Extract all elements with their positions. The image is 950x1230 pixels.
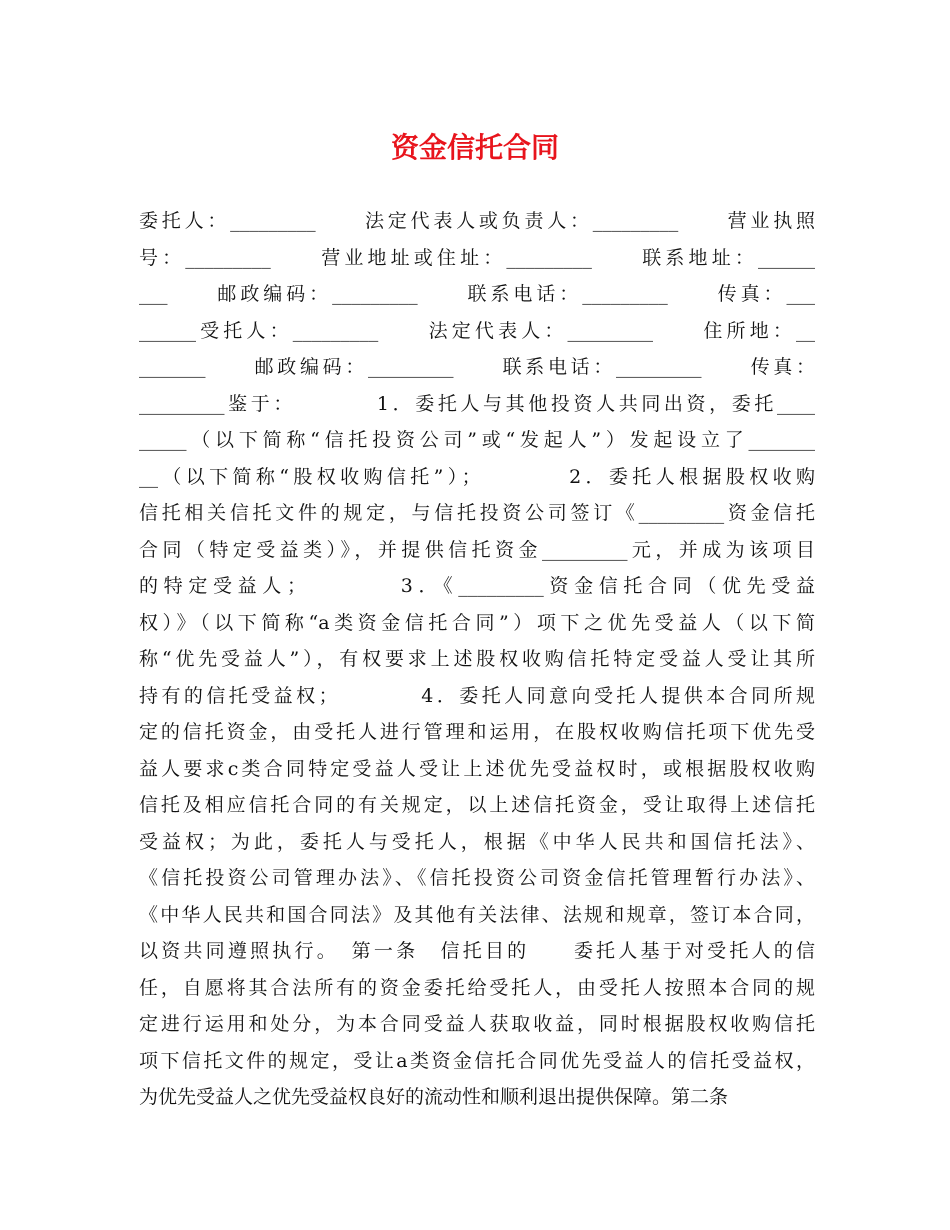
text-line: 为优先受益人之优先受益权良好的流动性和顺利退出提供保障。第二条 xyxy=(139,1086,729,1108)
text-line: 受益权；为此，委托人与受托人，根据《中华人民共和国信托法》、 xyxy=(139,830,815,853)
text-line: _________鉴于： 1．委托人与其他投资人共同出资，委托____ xyxy=(139,392,815,415)
text-line: __（以下简称“股权收购信托”）； 2．委托人根据股权收购 xyxy=(139,465,815,488)
text-line: 委托人：_________ 法定代表人或负责人：_________ 营业执照 xyxy=(139,210,815,232)
text-line: 权）》（以下简称“a类资金信托合同”）项下之优先受益人（以下简 xyxy=(139,611,815,634)
text-line: _______ 邮政编码：_________ 联系电话：_________ 传真： xyxy=(139,356,815,378)
text-line: ______受托人：_________ 法定代表人：_________ 住所地：__ xyxy=(139,319,815,342)
document-title: 资金信托合同 xyxy=(390,131,559,164)
text-line: 持有的信托受益权； 4．委托人同意向受托人提供本合同所规 xyxy=(139,684,815,707)
text-line: 的特定受益人； 3．《_________资金信托合同（优先受益 xyxy=(139,575,815,597)
text-line: ___ 邮政编码：_________ 联系电话：_________ 传真：___ xyxy=(139,283,815,305)
text-line: 定的信托资金，由受托人进行管理和运用，在股权收购信托项下优先受 xyxy=(139,721,815,743)
text-line: 益人要求c类合同特定受益人受让上述优先受益权时，或根据股权收购 xyxy=(139,757,815,780)
text-line: 《信托投资公司管理办法》、《信托投资公司资金信托管理暂行办法》、 xyxy=(139,867,815,889)
text-line: 以资共同遵照执行。 第一条 信托目的 委托人基于对受托人的信 xyxy=(139,940,815,962)
text-line: 《中华人民共和国合同法》及其他有关法律、法规和规章，签订本合同， xyxy=(139,903,815,926)
text-line: 信托相关信托文件的规定，与信托投资公司签订《_________资金信托 xyxy=(139,502,815,524)
text-line: 定进行运用和处分，为本合同受益人获取收益，同时根据股权收购信托 xyxy=(139,1013,815,1035)
text-line: 项下信托文件的规定，受让a类资金信托合同优先受益人的信托受益权， xyxy=(139,1049,815,1072)
text-line: 信托及相应信托合同的有关规定，以上述信托资金，受让取得上述信托 xyxy=(139,794,815,816)
contract-body xyxy=(139,203,815,1116)
text-line: _____（以下简称“信托投资公司”或“发起人”）发起设立了_______ xyxy=(139,429,815,451)
text-line: 称“优先受益人”），有权要求上述股权收购信托特定受益人受让其所 xyxy=(139,648,815,670)
text-line: 号：_________ 营业地址或住址：_________ 联系地址：______ xyxy=(139,246,815,269)
text-line: 合同（特定受益类）》，并提供信托资金_________元，并成为该项目 xyxy=(139,538,815,561)
text-line: 任，自愿将其合法所有的资金委托给受托人，由受托人按照本合同的规 xyxy=(139,976,815,999)
